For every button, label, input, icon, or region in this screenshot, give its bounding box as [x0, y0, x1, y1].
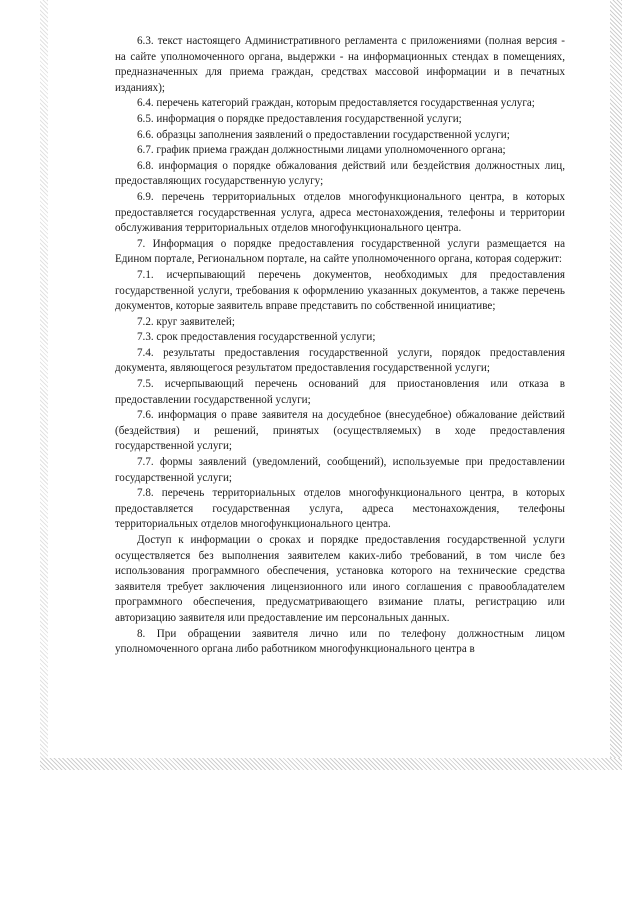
paragraph-6-5: 6.5. информация о порядке предоставления государственной услуги;: [137, 112, 462, 125]
paragraph-6-9: 6.9. перечень территориальных отделов многофункционального центра, в которых предоставляется государственная услуга, адреса местонахождения, телефоны и территории обслуживания территориальных отделов многофункционального центра.: [115, 190, 565, 235]
paragraph-7-6: 7.6. информация о праве заявителя на досудебное (внесудебное) обжалование действий (бездействия) и решений, принятых (осуществляемых) в ходе предоставления государственной услуги;: [115, 409, 565, 453]
paragraph-8: 8. При обращении заявителя лично или по телефону должностным лицом уполномоченного органа либо работником многофункционального центра в: [115, 627, 565, 656]
paragraph-7-2: 7.2. круг заявителей;: [137, 315, 235, 328]
paragraph-7: 7. Информация о порядке предоставления государственной услуги размещается на Едином портале, Региональном портале, на сайте уполномоченного органа, которая содержит:: [115, 237, 565, 266]
scan-border-right: [610, 0, 622, 770]
scan-border-bottom: [40, 758, 622, 770]
paragraph-7-1: 7.1. исчерпывающий перечень документов, необходимых для предоставления государственной услуги, требования к оформлению указанных документов, а также перечень документов, которые заявитель вправе представить по собственной инициативе;: [115, 268, 565, 313]
scan-border-left: [40, 0, 48, 770]
paragraph-7-7: 7.7. формы заявлений (уведомлений, сообщений), используемые при предоставлении государственной услуги;: [115, 456, 565, 484]
document-body: [115, 34, 565, 658]
paragraph-access: Доступ к информации о сроках и порядке предоставления государственной услуги осуществляется без выполнения заявителем каких-либо требований, в том числе без использования программного обеспечения, установка которого на технические средства заявителя требует заключения лицензионного или иного соглашения с правообладателем программного обеспечения, предусматривающего взимание платы, регистрацию или авторизацию заявителя или предоставление им персональных данных.: [115, 534, 565, 624]
paragraph-6-4: 6.4. перечень категорий граждан, которым предоставляется государственная услуга;: [137, 97, 535, 110]
paragraph-7-5: 7.5. исчерпывающий перечень оснований для приостановления или отказа в предоставлении государственной услуги;: [115, 378, 565, 406]
paragraph-7-3: 7.3. срок предоставления государственной услуги;: [137, 331, 376, 344]
paragraph-6-6: 6.6. образцы заполнения заявлений о предоставлении государственной услуги;: [137, 128, 510, 141]
paragraph-6-8: 6.8. информация о порядке обжалования действий или бездействия должностных лиц, предоставляющих государственную услугу;: [115, 159, 565, 188]
paragraph-6-3: 6.3. текст настоящего Административного регламента с приложениями (полная версия - на сайте уполномоченного органа, выдержки - на информационных стендах в помещениях, предназначенных для приема граждан, средствах массовой информации и в печатных изданиях);: [115, 35, 565, 94]
paragraph-7-4: 7.4. результаты предоставления государственной услуги, порядок предоставления документа, являющегося результатом предоставления государственной услуги;: [115, 346, 565, 375]
paragraph-6-7: 6.7. график приема граждан должностными лицами уполномоченного органа;: [137, 144, 506, 157]
paragraph-7-8: 7.8. перечень территориальных отделов многофункционального центра, в которых предоставляется государственная услуга, адреса местонахождения, телефоны территориальных отделов многофункционального центра.: [115, 487, 565, 531]
